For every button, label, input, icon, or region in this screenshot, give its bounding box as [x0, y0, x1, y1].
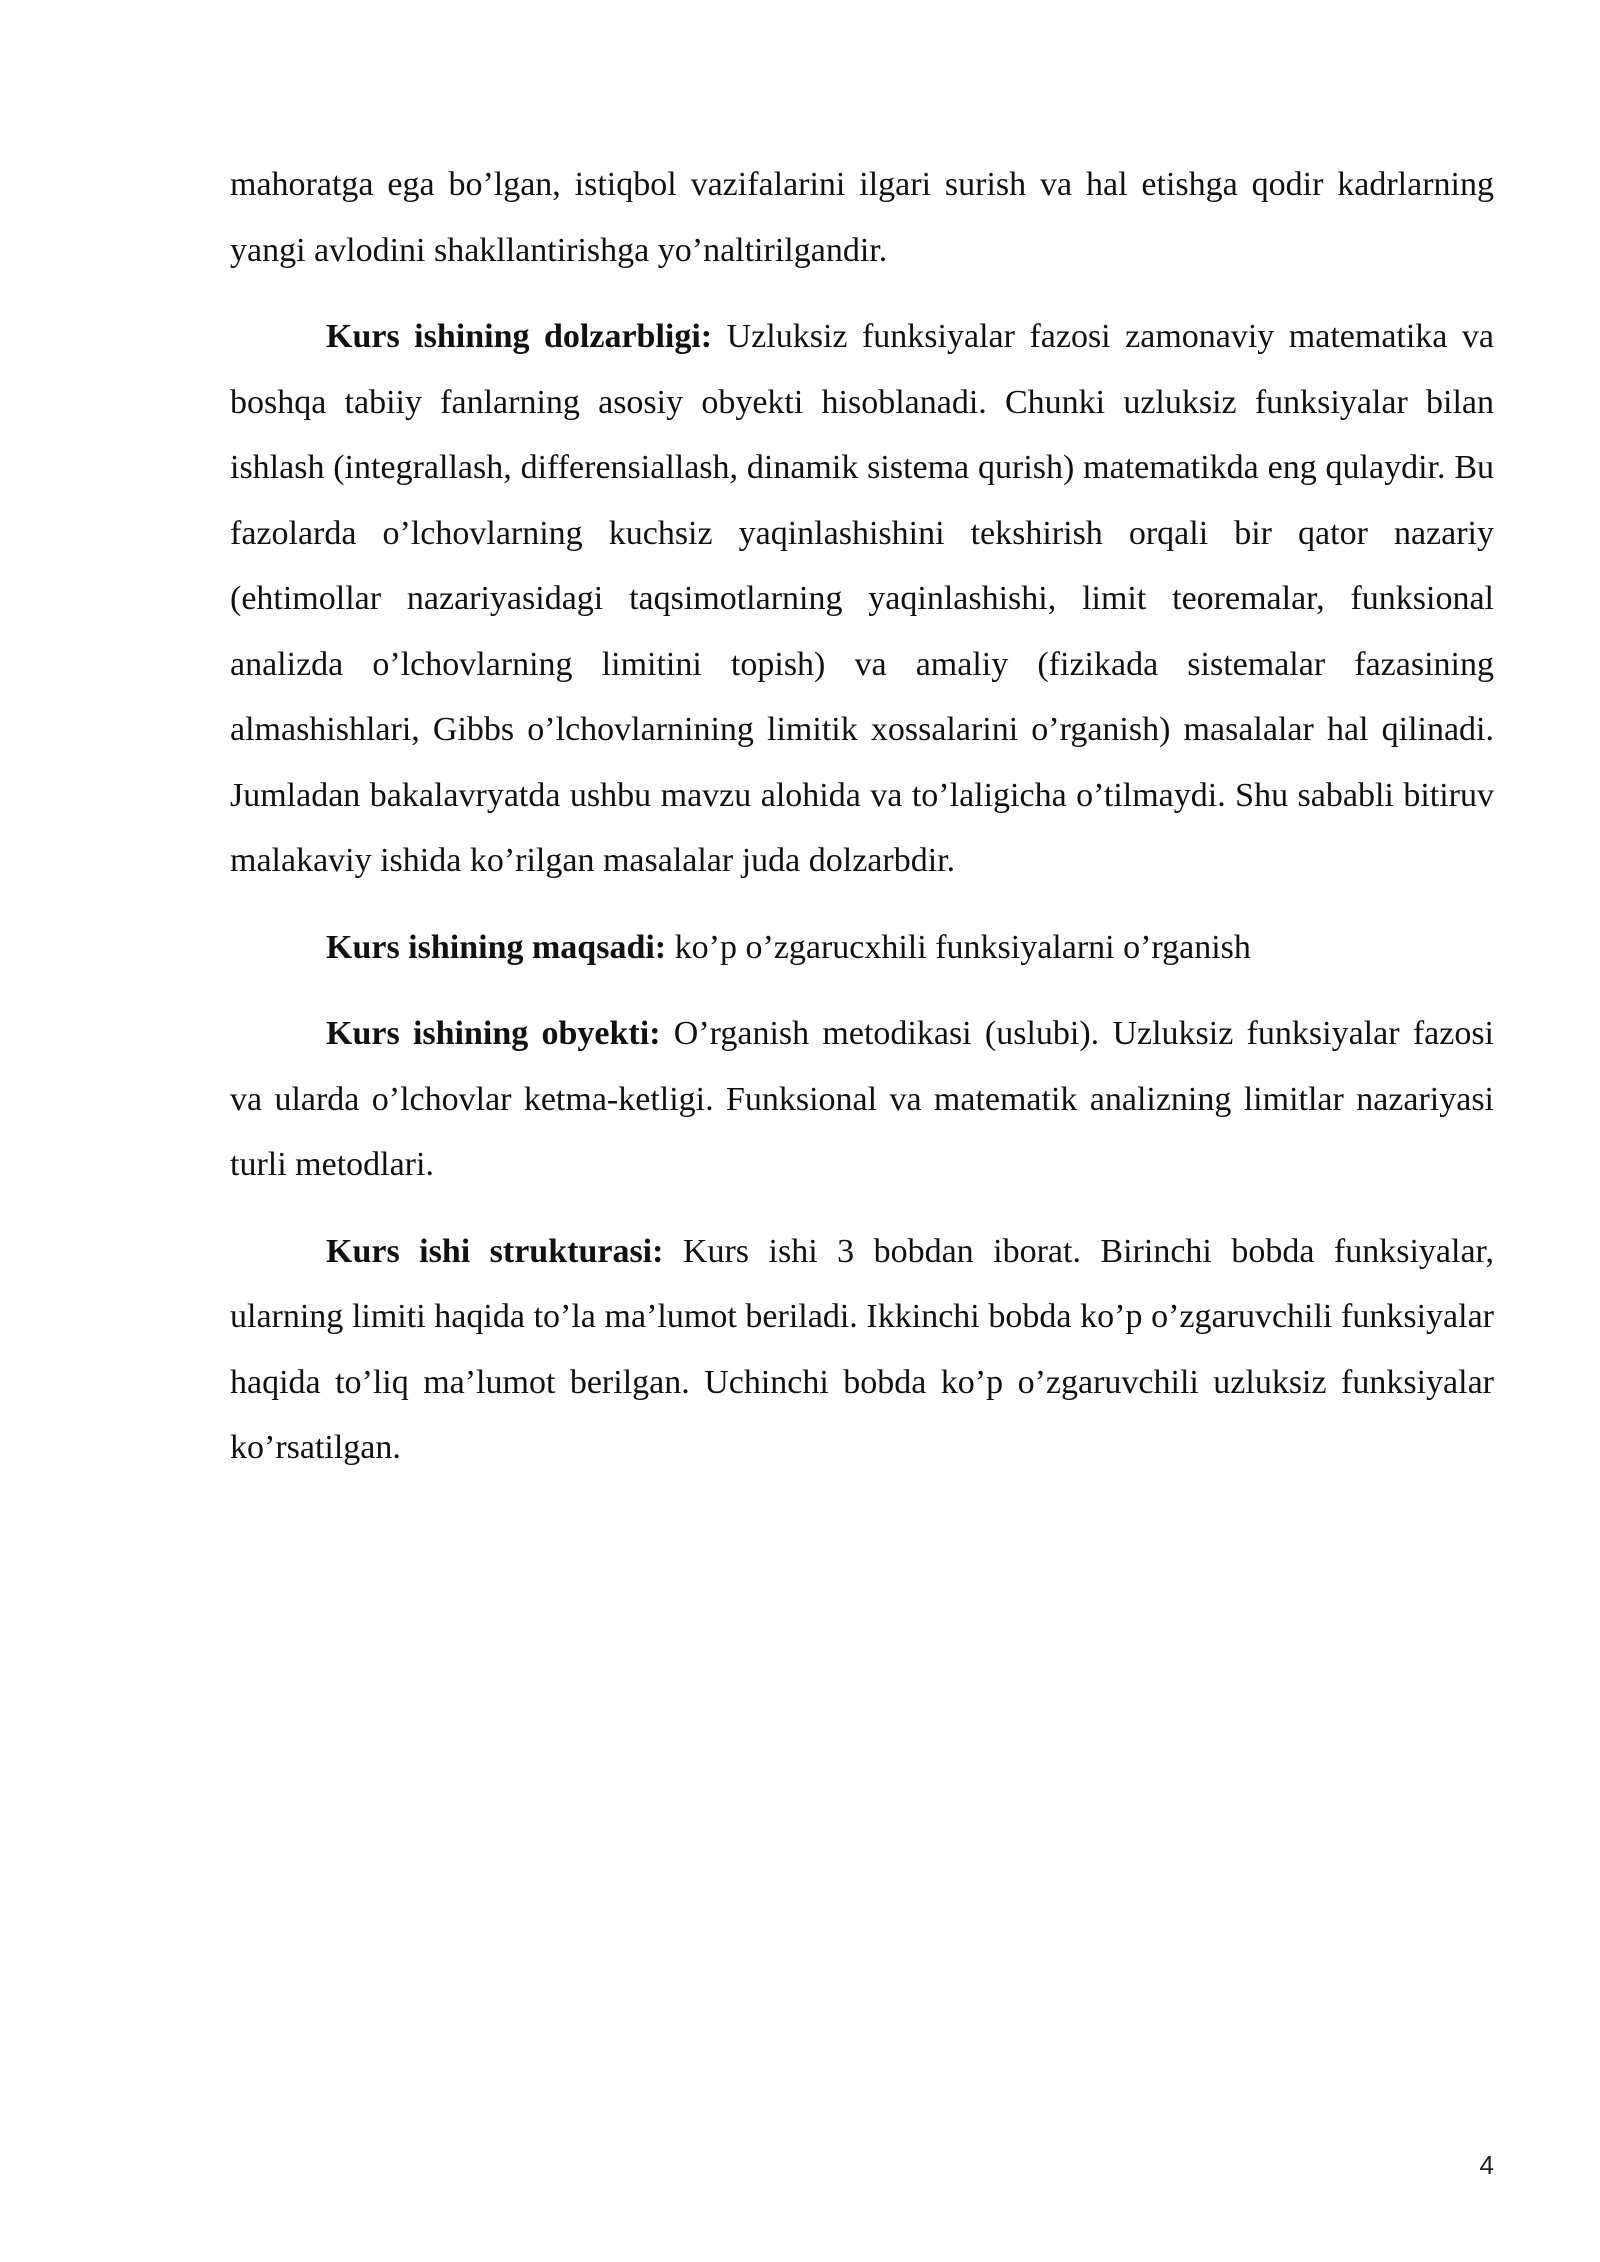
paragraph-text: mahoratga ega bo’lgan, istiqbol vazifalarini ilgari surish va hal etishga qodir kadrlarning yangi avlodini shakllantirishga yo’naltirilgandir.: [230, 166, 1494, 269]
paragraph-strukturasi: [230, 1219, 1494, 1481]
paragraph-continuation: [230, 152, 1494, 283]
paragraph-text: Uzluksiz funksiyalar fazosi zamonaviy matematika va boshqa tabiiy fanlarning asosiy obyekti hisoblanadi. Chunki uzluksiz funksiyalar bilan ishlash (integrallash, differensiallash, dinamik sistema qurish) matematikda eng qulaydir. Bu fazolarda o’lchovlarning kuchsiz yaqinlashishini tekshirish orqali bir qator nazariy (ehtimollar nazariyasidagi taqsimotlarning yaqinlashishi, limit teoremalar, funksional analizda o’lchovlarning limitini topish) va amaliy (fizikada sistemalar fazasining almashishlari, Gibbs o’lchovlarnining limitik xossalarini o’rganish) masalalar hal qilinadi. Jumladan bakalavryatda ushbu mavzu alohida va to’laligicha o’tilmaydi. Shu sababli bitiruv malakaviy ishida ko’rilgan masalalar juda dolzarbdir.: [230, 318, 1494, 879]
paragraph-lead: Kurs ishining obyekti:: [326, 1015, 661, 1052]
paragraph-dolzarbligi: [230, 304, 1494, 894]
paragraph-maqsadi: [230, 915, 1494, 981]
body-text: [230, 152, 1494, 1481]
page-number: 4: [1479, 2150, 1494, 2180]
paragraph-text: ko’p o’zgarucxhili funksiyalarni o’rganish: [666, 928, 1251, 966]
paragraph-lead: Kurs ishining maqsadi:: [326, 928, 667, 966]
paragraph-text: O’rganish metodikasi (uslubi). Uzluksiz funksiyalar fazosi va ularda o’lchovlar ketma-ketligi. Funksional va matematik analizning limitlar nazariyasi turli metodlari.: [230, 1015, 1494, 1183]
paragraph-text: Kurs ishi 3 bobdan iborat. Birinchi bobda funksiyalar, ularning limiti haqida to’la ma’lumot beriladi. Ikkinchi bobda ko’p o’zgaruvchili funksiyalar haqida to’liq ma’lumot berilgan. Uchinchi bobda ko’p o’zgaruvchili uzluksiz funksiyalar ko’rsatilgan.: [230, 1232, 1494, 1466]
paragraph-lead: Kurs ishining dolzarbligi:: [326, 318, 713, 355]
paragraph-lead: Kurs ishi strukturasi:: [326, 1232, 664, 1270]
paragraph-obyekti: [230, 1001, 1494, 1198]
